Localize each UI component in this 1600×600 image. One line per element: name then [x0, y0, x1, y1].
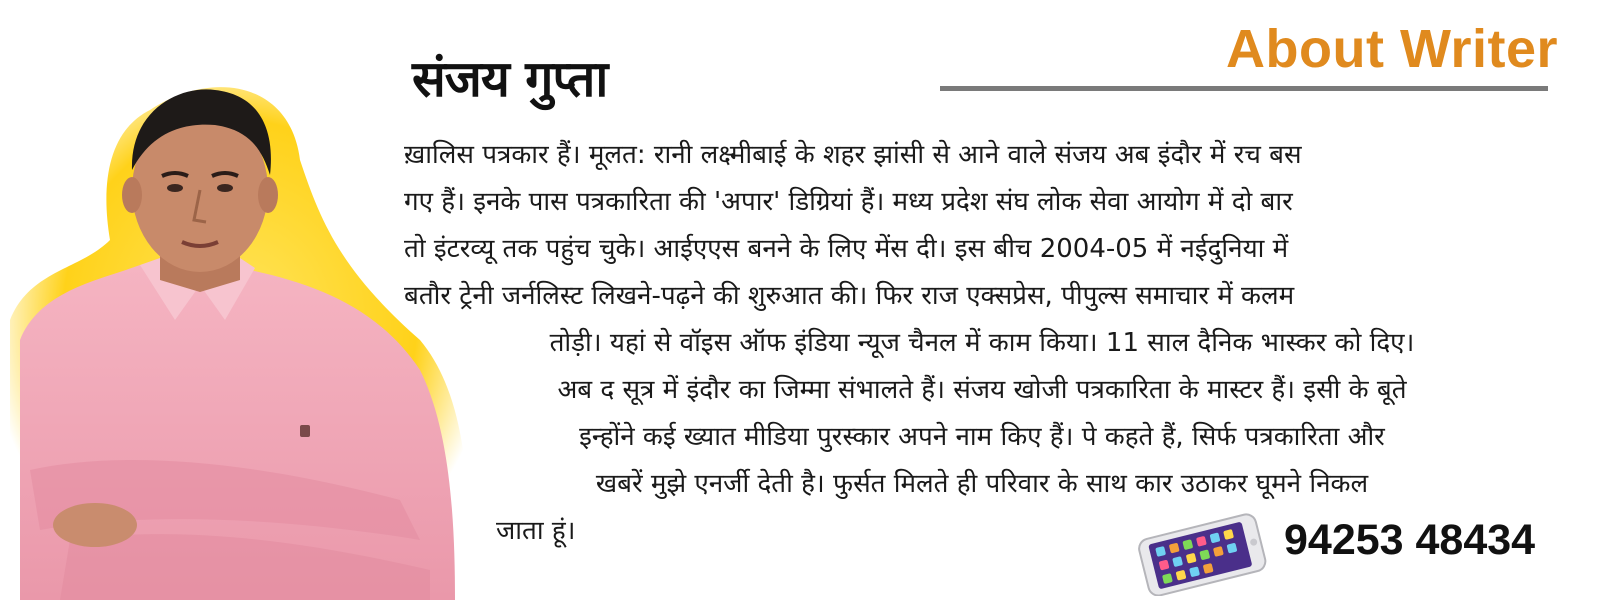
- about-writer-heading: About Writer: [1226, 19, 1558, 79]
- writer-name: संजय गुप्ता: [412, 50, 608, 108]
- bio-line: गए हैं। इनके पास पत्रकारिता की 'अपार' डिग्रियां हैं। मध्य प्रदेश संघ लोक सेवा आयोग में दो बार: [404, 187, 1293, 217]
- bio-line: तोड़ी। यहां से वॉइस ऑफ इंडिया न्यूज चैनल में काम किया। 11 साल दैनिक भास्कर को दिए।: [549, 328, 1415, 358]
- bio-line: खबरें मुझे एनर्जी देती है। फुर्सत मिलते ही परिवार के साथ कार उठाकर घूमने निकल: [595, 469, 1369, 499]
- smartphone-icon: [1128, 512, 1276, 596]
- bio-line: अब द सूत्र में इंदौर का जिम्मा संभालते हैं। संजय खोजी पत्रकारिता के मास्टर हैं। इसी के बूते: [557, 375, 1407, 405]
- bio-line: तो इंटरव्यू तक पहुंच चुके। आईएएस बनने के लिए मेंस दी। इस बीच 2004-05 में नईदुनिया में: [404, 234, 1289, 264]
- heading-divider: [940, 86, 1548, 91]
- bio-line: जाता हूं।: [496, 516, 576, 546]
- bio-line: इन्होंने कई ख्यात मीडिया पुरस्कार अपने नाम किए हैं। पे कहते हैं, सिर्फ पत्रकारिता और: [579, 422, 1385, 452]
- phone-number: 94253 48434: [1284, 516, 1536, 564]
- bio-line: ख़ालिस पत्रकार हैं। मूलत: रानी लक्ष्मीबाई के शहर झांसी से आने वाले संजय अब इंदौर में रच बस: [404, 140, 1302, 170]
- bio-line: बतौर ट्रेनी जर्नलिस्ट लिखने-पढ़ने की शुरुआत की। फिर राज एक्सप्रेस, पीपुल्स समाचार में कलम: [404, 281, 1295, 311]
- writer-bio: [404, 132, 1560, 555]
